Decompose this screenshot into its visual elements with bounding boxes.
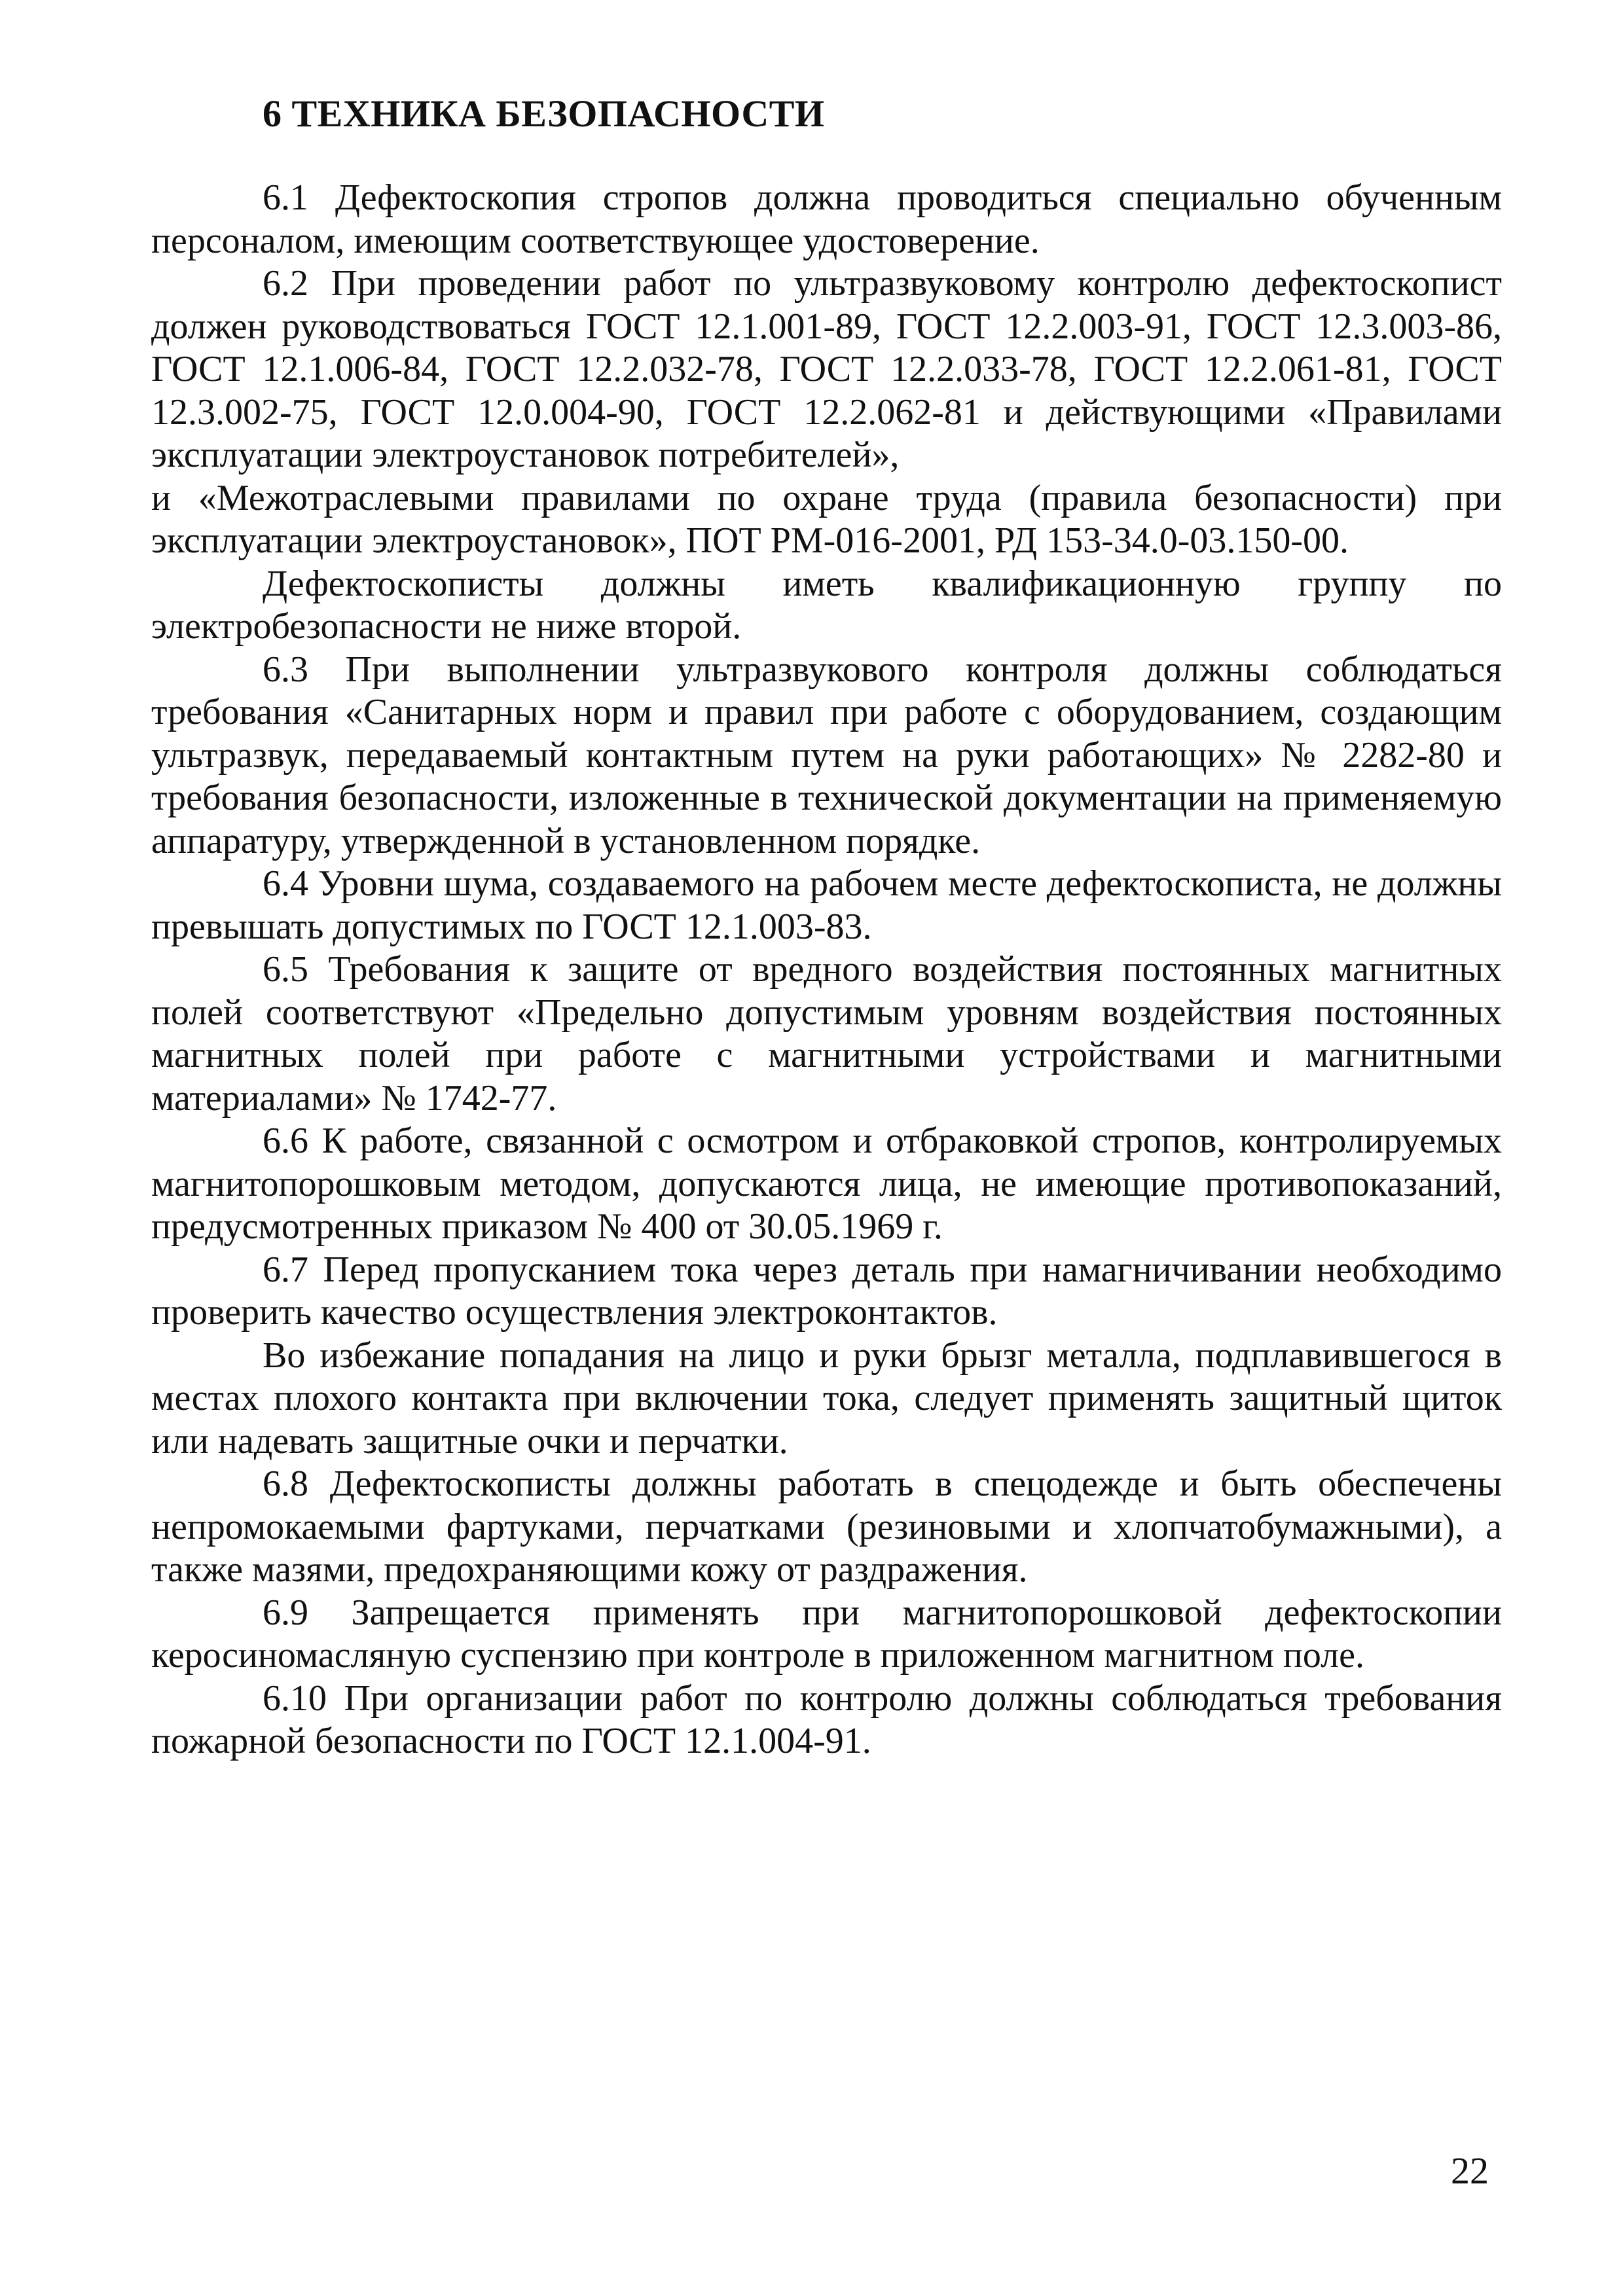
section-body (151, 177, 1502, 1763)
paragraph-6-5: 6.5 Требования к защите от вредного воздействия постоянных магнитных полей соответствуют «Предельно допустимым уровням воздействия постоянных магнитных полей при работе с магнитными устройствами и магнитными материалами» № 1742-77. (151, 949, 1502, 1119)
paragraph-electrical-safety-group: Дефектоскописты должны иметь квалификационную группу по электробезопасности не ниже второй. (151, 563, 1502, 647)
paragraph-6-4: 6.4 Уровни шума, создаваемого на рабочем месте дефектоскописта, не должны превышать допустимых по ГОСТ 12.1.003-83. (151, 863, 1502, 947)
paragraph-6-3: 6.3 При выполнении ультразвукового контроля должны соблюдаться требования «Санитарных норм и правил при работе с оборудованием, создающим ультразвук, передаваемый контактным путем на руки работающих» № 2282-80 и требования безопасности, изложенные в технической документации на применяемую аппаратуру, утвержденной в установленном порядке. (151, 649, 1502, 861)
paragraph-6-2: 6.2 При проведении работ по ультразвуковому контролю дефектоскопист должен руководствоваться ГОСТ 12.1.001-89, ГОСТ 12.2.003-91, ГОСТ 12.3.003-86, ГОСТ 12.1.006-84, ГОСТ 12.2.032-78, ГОСТ 12.2.033-78, ГОСТ 12.2.061-81, ГОСТ 12.3.002-75, ГОСТ 12.0.004-90, ГОСТ 12.2.062-81 и действующими «Правилами эксплуатации электроустановок потребителей», (151, 263, 1502, 475)
paragraph-6-8: 6.8 Дефектоскописты должны работать в спецодежде и быть обеспечены непромокаемыми фартуками, перчатками (резиновыми и хлопчатобумажными), а также мазями, предохраняющими кожу от раздражения. (151, 1463, 1502, 1590)
paragraph-6-10: 6.10 При организации работ по контролю должны соблюдаться требования пожарной безопасности по ГОСТ 12.1.004-91. (151, 1677, 1502, 1761)
page-number: 22 (1451, 2149, 1489, 2192)
section-heading: 6 ТЕХНИКА БЕЗОПАСНОСТИ (263, 92, 825, 135)
paragraph-6-2-continued: и «Межотраслевыми правилами по охране труда (правила безопасности) при эксплуатации электроустановок», ПОТ РМ-016-2001, РД 153-34.0-03.150-00. (151, 477, 1502, 561)
paragraph-6-6: 6.6 К работе, связанной с осмотром и отбраковкой стропов, контролируемых магнитопорошковым методом, допускаются лица, не имеющие противопоказаний, предусмотренных приказом № 400 от 30.05.1969 г. (151, 1121, 1502, 1247)
paragraph-metal-splash-protection: Во избежание попадания на лицо и руки брызг металла, подплавившегося в местах плохого контакта при включении тока, следует применять защитный щиток или надевать защитные очки и перчатки. (151, 1335, 1502, 1462)
paragraph-6-7: 6.7 Перед пропусканием тока через деталь при намагничивании необходимо проверить качество осуществления электроконтактов. (151, 1249, 1502, 1333)
paragraph-6-1: 6.1 Дефектоскопия стропов должна проводиться специально обученным персоналом, имеющим соответствующее удостоверение. (151, 177, 1502, 261)
paragraph-6-9: 6.9 Запрещается применять при магнитопорошковой дефектоскопии керосиномасляную суспензию при контроле в приложенном магнитном поле. (151, 1592, 1502, 1676)
